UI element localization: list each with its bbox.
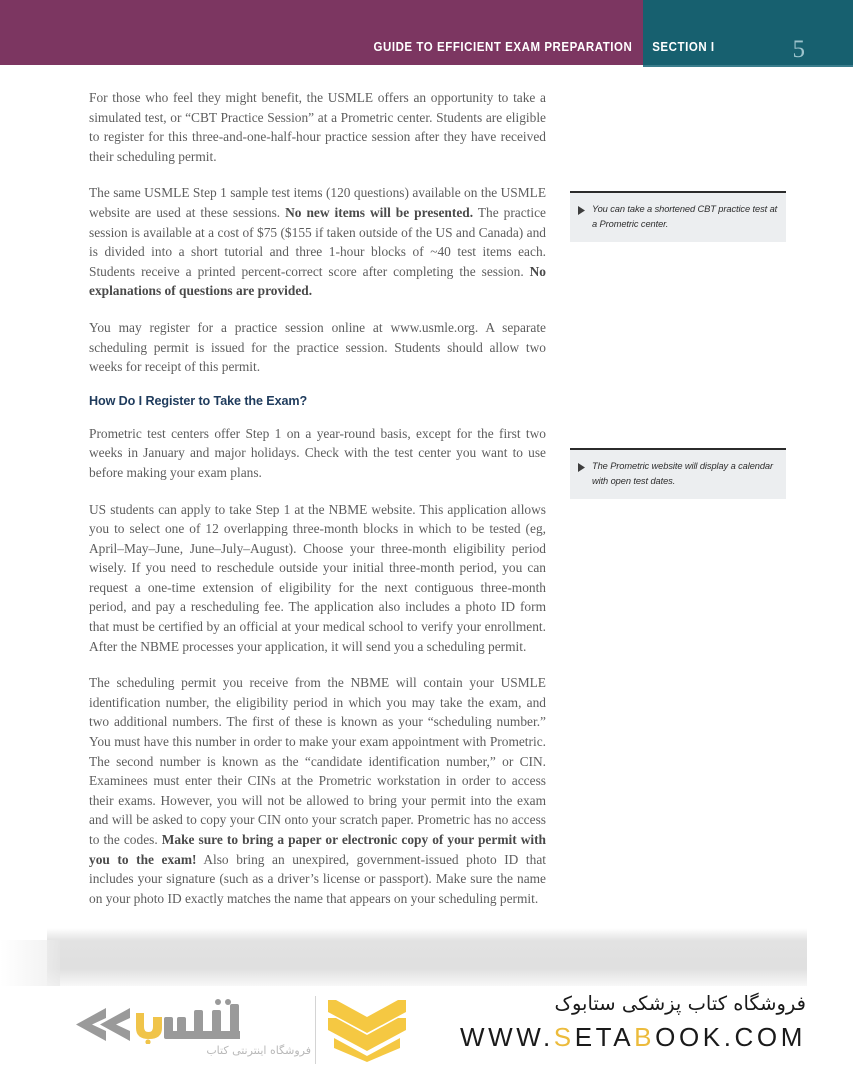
paragraph-5: US students can apply to take Step 1 at the NBME website. This application allows you to select one of 12 overlapping three-month blocks in which to be tested (eg, April–May–June, June–July–August). Choose your three-month eligibility period wisely. If you need to reschedule outside your initial three-month period, you can request a one-time extension of eligibility for the next contiguous three-month period, and pay a rescheduling fee. The application also includes a photo ID form that must be certified by an official at your medical school to verify your enrollment. After the NBME processes your application, it will send you a scheduling permit.	[89, 501, 546, 654]
paragraph-2-part-c: The practice session is available at a cost of $75 ($155 if taken outside of the US and Canada) and is divided into a short tutorial and three 1-hour blocks of ~40 test items each. Students receive a printed percent-correct score after completing the session.	[89, 204, 546, 279]
paragraph-6-part-c: Also bring an unexpired, government-issued photo ID that includes your signature (such as a driver’s license or passport). Make sure the name on your photo ID exactly matches the name that appears on your scheduling permit.	[89, 851, 546, 906]
header-purple-block	[0, 0, 643, 65]
paragraph-6	[89, 673, 546, 908]
paragraph-4: Prometric test centers offer Step 1 on a year-round basis, except for the first two weeks in January and major holidays. Check with the test center you want to use before making your exam plans.	[89, 425, 546, 480]
page-header-banner	[0, 0, 853, 65]
paragraph-2	[89, 183, 546, 301]
url-seg-5: OOK.COM	[655, 1022, 806, 1052]
logo-wordmark-svg	[72, 998, 312, 1044]
logo-gray-glyphs	[164, 999, 240, 1039]
paragraph-2-bold-1: No new items will be presented.	[285, 204, 474, 220]
triangle-bullet-icon	[578, 463, 585, 472]
logo-gold-glyph	[136, 1013, 162, 1044]
paragraph-2-bold-2: No explanations of questions are provided.	[89, 263, 546, 299]
header-underline-rule	[643, 65, 853, 67]
setabook-logo	[66, 988, 366, 1078]
logo-chevron-mark	[328, 1000, 406, 1062]
double-chevron-icon	[76, 1008, 130, 1041]
section-heading-register: How Do I Register to Take the Exam?	[89, 393, 308, 408]
main-text-column	[89, 88, 546, 908]
callout-text-2: The Prometric website will display a calendar with open test dates.	[592, 461, 773, 486]
url-seg-3: ETA	[574, 1022, 635, 1052]
callout-box-cbt-practice	[570, 191, 786, 242]
url-seg-4: B	[634, 1022, 656, 1052]
paragraph-1: For those who feel they might benefit, the USMLE offers an opportunity to take a simulated test, or “CBT Practice Session” at a Prometric center. Students are eligible to register for this three-and-one-half-hour practice session after they have received their scheduling permit.	[89, 90, 546, 164]
logo-subtitle: فروشگاه اینترنتی کتاب	[206, 1044, 311, 1057]
footer-text-block	[420, 986, 820, 1080]
triangle-bullet-icon	[578, 206, 585, 215]
footer-watermark	[0, 986, 853, 1080]
paragraph-3: You may register for a practice session online at www.usmle.org. A separate scheduling permit is issued for the practice session. Students should allow two weeks for receipt of this permit.	[89, 319, 546, 375]
logo-wordmark-graphic	[72, 998, 312, 1044]
chevron-stack-icon	[328, 1000, 406, 1062]
page-number: 5	[792, 36, 805, 63]
scan-shadow-artifact	[47, 928, 807, 986]
url-seg-1: WWW.	[459, 1022, 554, 1052]
logo-divider	[315, 996, 316, 1064]
scan-shadow-edge-artifact	[0, 940, 60, 986]
footer-tagline-fa: فروشگاه کتاب پزشکی ستابوک	[554, 992, 806, 1015]
header-title: GUIDE TO EFFICIENT EXAM PREPARATION	[373, 40, 632, 54]
callout-text-1: You can take a shortened CBT practice test at a Prometric center.	[592, 204, 778, 229]
header-teal-block	[643, 0, 853, 65]
paragraph-2-part-a: The same USMLE Step 1 sample test items (120 questions) available on the USMLE website are used at these sessions.	[89, 185, 546, 220]
footer-url	[420, 1022, 806, 1053]
header-section-label: SECTION I	[652, 40, 715, 54]
url-seg-2: S	[553, 1022, 575, 1052]
paragraph-6-part-a: The scheduling permit you receive from the NBME will contain your USMLE identification number, the eligibility period in which you may take the exam, and two additional numbers. The first of these is known as your “scheduling number.” You must have this number in order to make your exam appointment with Prometric. The second number is known as the “candidate identification number,” or CIN. Examinees must enter their CINs at the Prometric workstation in order to access their exams. However, you will not be allowed to bring your permit into the exam and will be asked to copy your CIN onto your scratch paper. Prometric has no access to the codes.	[89, 675, 546, 847]
paragraph-6-bold: Make sure to bring a paper or electronic copy of your permit with you to the exam!	[89, 832, 546, 867]
callout-box-prometric-calendar	[570, 448, 786, 499]
